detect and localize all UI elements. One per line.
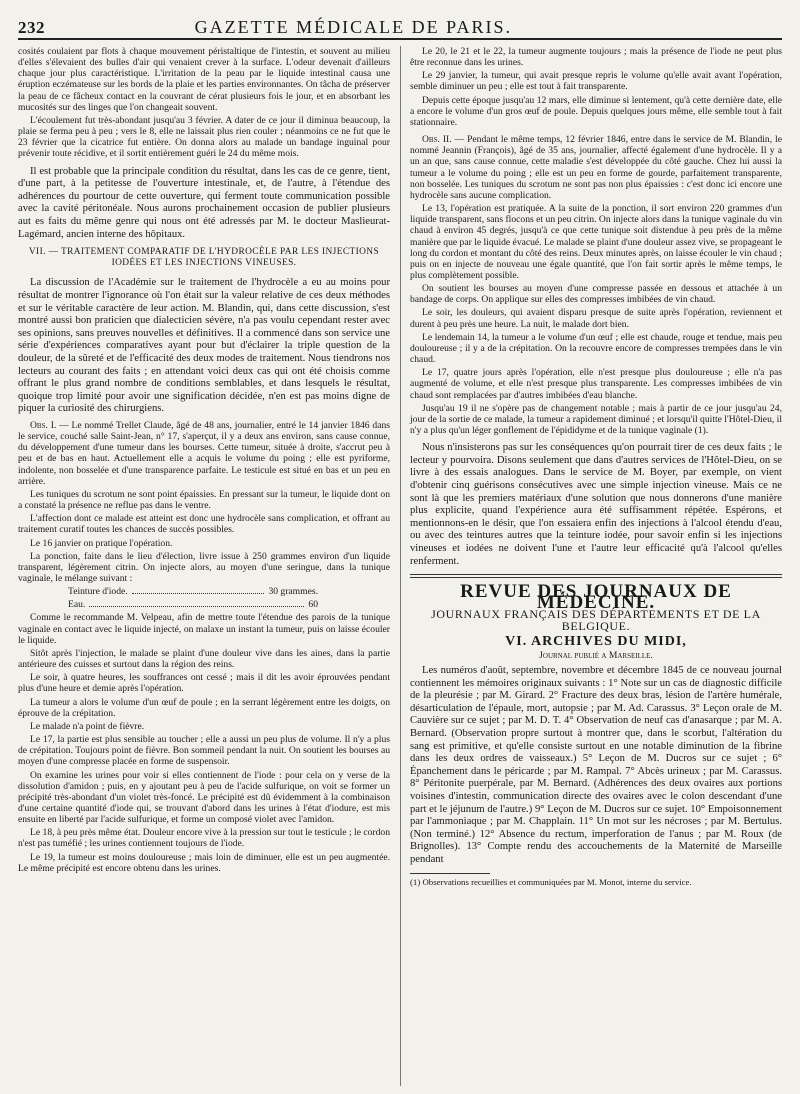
paragraph: Les tuniques du scrotum ne sont point épaissies. En pressant sur la tumeur, le liquide dont on a constaté la présence ne reflue pas dans le ventre. xyxy=(18,488,390,512)
observation-1 xyxy=(18,420,390,487)
section-divider xyxy=(410,574,782,578)
publication-title: GAZETTE MÉDICALE DE PARIS. xyxy=(194,17,512,37)
paragraph: Le 19, la tumeur est moins douloureuse ; mais loin de diminuer, elle est un peu augmentée. Le même précipité est encore obtenu dans les urines. xyxy=(18,851,390,874)
paragraph: La ponction, faite dans le lieu d'élection, livre issue à 250 grammes environ d'un liquide transparent, légèrement citrin. On injecte alors, au moyen d'une seringue, dans la tunique vaginale, le mélange suivant : xyxy=(18,550,390,584)
paragraph: On examine les urines pour voir si elles contiennent de l'iode : pour cela on y verse de la dissolution d'amidon ; puis, en y ajoutant peu à peu de l'acide sulfurique, on voit se former un précipité très-abondant d'un violet très-foncé. Le précipité est dû évidemment à la combinaison d'une certaine quantité d'iode qui, se trouvant d'abord dans les urines à l'état d'iodure, est mis ensuite en liberté par l'acide sulfurique, et forme un composé violet avec l'amidon. xyxy=(18,769,390,826)
paragraph: Jusqu'au 19 il ne s'opère pas de changement notable ; mais à partir de ce jour jusqu'au 24, jour de la sortie de ce malade, la tumeur a rapidement diminué ; et lorsqu'il quitte l'Hôtel-Dieu, il n'y a plus qu'un léger gonflement de l'épididyme et de la tunique vaginale (1). xyxy=(410,402,782,436)
archives-title: VI. ARCHIVES DU MIDI, xyxy=(505,633,687,649)
paragraph: L'affection dont ce malade est atteint est donc une hydrocèle sans complication, et offrant au traitement curatif toutes les chances de succès possibles. xyxy=(18,513,390,536)
paragraph: cosités coulaient par flots à chaque mouvement péristaltique de l'intestin, et souvent au milieu d'elles s'élevaient des bulles d'air qui venaient crever à la surface. L'odeur devenait d'ailleurs chaque jour plus caractéristique. L'irritation de la peau par le liquide intestinal causa une éruption eczémateuse sur les bords de la plaie et les parties environnantes. On tâcha de préserver la peau de ce fâcheux contact en la couvrant de cérat plusieurs fois le jour, et en absorbant les mucosités sur des linges que l'on changeait souvent. xyxy=(18,46,390,113)
recipe-row xyxy=(68,599,318,610)
page-header xyxy=(18,12,782,40)
footnote-rule xyxy=(410,873,490,874)
paragraph: Sitôt après l'injection, le malade se plaint d'une douleur vive dans les aines, dans la partie antérieure des cuisses et surtout dans la région des reins. xyxy=(18,647,390,671)
page-number: 232 xyxy=(18,18,45,37)
leader-dots xyxy=(89,599,304,607)
recipe-row xyxy=(68,586,318,597)
paragraph: Le 29 janvier, la tumeur, qui avait presque repris le volume qu'elle avait avant l'opération, semble diminuer un peu ; elle est tout à fait transparente. xyxy=(410,70,782,93)
paragraph: Le lendemain 14, la tumeur a le volume d'un œuf ; elle est chaude, rouge et tendue, mais peu douloureuse ; il y a de la crépitation. On la recouvre encore de compresses trempées dans le vin chaud. xyxy=(410,331,782,366)
paragraph: La tumeur a alors le volume d'un œuf de poule ; en la serrant légèrement entre les doigts, on éprouve de la crépitation. xyxy=(18,696,390,719)
right-column xyxy=(400,46,782,1086)
observation-text: — Pendant le même temps, 12 février 1846, entre dans le service de M. Blandin, le nommé Jeannin (François), âgé de 35 ans, journalier, affecté également d'une hydrocèle. Il y a un an que, sans cause connue, cette maladie s'est développée du côté gauche. Chez lui aussi la tumeur a le volume du poing ; elle est un peu en forme de gourde, parfaitement transparente, non bosselée. Les tuniques du scrotum ne sont pas non plus épaissies : c'est donc ici encore une hydrocèle sans aucune complication. xyxy=(410,134,782,201)
paragraph: Le 16 janvier on pratique l'opération. xyxy=(30,537,173,549)
left-column xyxy=(18,46,390,1086)
paragraph: Comme le recommande M. Velpeau, afin de mettre toute l'étendue des parois de la tunique vaginale en contact avec le liquide injecté, on malaxe un instant la tumeur, puis on laisse écouler le liquide. xyxy=(18,612,390,646)
paragraph: Le soir, les douleurs, qui avaient disparu presque de suite après l'opération, reviennent et durent à peu près une heure. La nuit, le malade dort bien. xyxy=(410,307,782,330)
recipe-qty: 30 grammes. xyxy=(268,586,318,598)
observation-text: — Le nommé Trellet Claude, âgé de 48 ans, journalier, entré le 14 janvier 1846 dans le service, couché salle Saint-Jean, n° 17, s'aperçut, il y a deux ans environ, sans cause connue, du développement d'une tumeur dans les bourses. Cette tumeur, située à droite, s'accrut peu à peu et de bas en haut. Actuellement elle a acquis le volume du poing ; elle est pyriforme, indolente, non bosselée et d'une transparence parfaite. Le testicule est situé en bas et un peu en arrière. xyxy=(18,419,390,487)
paragraph: Le 20, le 21 et le 22, la tumeur augmente toujours ; mais la présence de l'iode ne peut plus être reconnue dans les urines. xyxy=(410,46,782,69)
paragraph: Les numéros d'août, septembre, novembre et décembre 1845 de ce nouveau journal contiennent les mémoires originaux suivants : 1° Note sur un cas de diagnostic difficile de la pleurésie ; par M. Girard. 2° Fracture des deux bras, lésion de l'artère humérale, désarticulation de l'épaule, mort, autopsie ; par M. Ad. Carassus. 3° Leçon orale de M. Cauvière sur ce sujet ; par M. D. T. 4° Observation de neuf cas d'anasarque ; par M. A. Bernard. (Observation propre surtout à montrer que, dans le scorbut, l'altération du sang est primitive, et qu'elle consiste surtout en une notable diminution de la fibrine dans les deux ordres de vaisseaux.) 5° Leçon de M. Ducros sur ce sujet ; 6° Épanchement dans le péricarde ; par M. Rampal. 7° Abcès urineux ; par M. Carassus. 8° Péritonite puerpérale, par M. Bernard. (Adhérences des deux ovaires aux portions voisines d'intestin, communication directe des ovaires avec le colon descendant d'une part et le jéjunum de l'autre.) 9° Leçon de M. Ducros sur ce sujet. 10° Empoisonnement par l'ammoniaque ; par M. Chapplain. 11° Un mot sur les nécroses ; par M. Bertulus. (Non terminé.) 12° Absence du rectum, imperforation de l'anus ; par M. Roux (de Brignolles). 13° Compte rendu des accouchements de la Maternité de Marseille pendant xyxy=(410,665,782,865)
paragraph: Il est probable que la principale condition du résultat, dans les cas de ce genre, tient, d'une part, à la petitesse de l'ouverture intestinale, et, de l'autre, à l'étendue des adhérences du pourtour de cette ouverture, qui ferment toute communication possible avec la cavité péritonéale. Nous aurons prochainement occasion de publier plusieurs aut es faits du même genre qui nous ont été adressés par M. le docteur Maslieurat-Lagémard, ancien interne des hôpitaux. xyxy=(18,165,390,240)
observation-label: Obs. I. xyxy=(30,419,57,431)
columns xyxy=(18,46,782,1086)
recipe-item: Eau. xyxy=(68,599,86,611)
revue-title: REVUE DES JOURNAUX DE MÉDECINE. xyxy=(460,581,732,614)
observation-2 xyxy=(410,134,782,201)
paragraph: Nous n'insisterons pas sur les conséquences qu'on pourrait tirer de ces deux faits ; le lecteur y pourvoira. Disons seulement que dans d'autres services de l'Hôtel-Dieu, on se livre à des essais analogues. Dans le service de M. Boyer, par exemple, on vient d'obtenir cinq guérisons consécutives avec une simple injection vineuse. Mais ce ne sont là que les premiers matériaux d'une solution que nous donnerons d'une manière plus explicite, quand l'expérience aura été suffisamment répétée. Espérons, et mentionnons-en le désir, que l'on essaiera enfin des injections à l'alcool étendu d'eau, ou avec des teintures autres que la teinture iodée, pour savoir enfin si les injections vineuses et iodées ne doivent l'une et l'autre leur efficacité qu'à l'alcool qu'elles renferment. xyxy=(410,442,782,567)
footnote: (1) Observations recueillies et communiquées par M. Monot, interne du service. xyxy=(410,876,692,887)
paragraph: Le soir, à quatre heures, les souffrances ont cessé ; mais il dit les avoir éprouvées pendant plus d'une heure et demie après l'opération. xyxy=(18,672,390,695)
archives-subtitle: Journal publié a Marseille. xyxy=(539,649,653,661)
paragraph: Le 17, la partie est plus sensible au toucher ; elle a aussi un peu plus de volume. Il n'y a plus de crépitation. Toujours point de fièvre. Bon sommeil pendant la nuit. On soutient les bourses au moyen d'une compresse placée en forme de suspensoir. xyxy=(18,734,390,768)
revue-subtitle: JOURNAUX FRANÇAIS DES DÉPARTEMENTS ET DE LA BELGIQUE. xyxy=(431,607,761,633)
recipe-qty: 60 xyxy=(308,599,318,611)
paragraph: Le 17, quatre jours après l'opération, elle n'est presque plus douloureuse ; elle n'a pas augmenté de volume, et elle n'est presque plus transparente. Les compresses imbibées de vin chaud sont remplacées par d'autres imbibées d'eau blanche. xyxy=(410,367,782,401)
paragraph: Le 13, l'opération est pratiquée. A la suite de la ponction, il sort environ 220 grammes d'un liquide transparent, sans flocons et un peu citrin. On injecte alors dans la tunique vaginale du vin chaud à environ 45 degrés, jusqu'à ce que cette tunique soit distendue à peu près de la même manière que par le liquide évacué. Le malade se plaint d'une douleur assez vive, se propageant le long du cordon et montant du côté des reins. Deux minutes après, on laisse écouler le vin chaud ; puis on en injecte de nouveau une égale quantité, que l'on fait sortir après le même temps, le plus complètement possible. xyxy=(410,203,782,281)
paragraph: L'écoulement fut très-abondant jusqu'au 3 février. A dater de ce jour il diminua beaucoup, la plaie se ferma peu à peu ; vers le 8, elle ne laissait plus rien couler ; néanmoins ce ne fut que le 23 février que la cicatrice fut entière. On donna alors au malade un bandage inguinal pour prévenir toute récidive, et il sortit entièrement guéri le 24 du même mois. xyxy=(18,114,390,160)
recipe-item: Teinture d'iode. xyxy=(68,586,128,598)
recipe-list xyxy=(18,586,390,610)
section-heading: VII. — TRAITEMENT COMPARATIF DE L'HYDROCÈLE PAR LES INJECTIONS IODÉES ET LES INJECTIONS VINEUSES. xyxy=(28,247,380,269)
paragraph: Le 18, à peu près même état. Douleur encore vive à la pression sur tout le testicule ; le cordon n'est pas tuméfié ; les urines contiennent toujours de l'iode. xyxy=(18,827,390,850)
paragraph: On soutient les bourses au moyen d'une compresse passée en dessous et attachée à un bandage de corps. On applique sur elles des compresses imbibées de vin chaud. xyxy=(410,283,782,306)
leader-dots xyxy=(132,586,265,594)
paragraph: Le malade n'a point de fièvre. xyxy=(30,720,145,732)
observation-label: Obs. II. xyxy=(422,134,452,146)
paragraph: La discussion de l'Académie sur le traitement de l'hydrocèle a eu au moins pour résultat de montrer l'ignorance où l'on était sur la valeur relative de ces deux méthodes et sur le véritable caractère de leur action. M. Blandin, qui, dans cette discussion, s'est montré aussi bon praticien que dialecticien sévère, n'a pas voulu cependant rester avec ses opinions, sans preuves nouvelles et définitives. Il a commencé dans son service une série d'expériences comparatives ayant pour but d'éclairer la triple question de la douleur, de la sûreté et de l'efficacité des deux modes de traitement. Nous tiendrons nos lecteurs au courant des faits ; en attendant voici deux cas qui ont été choisis comme offrant le plus grand nombre de conditions semblables, et dans lesquels le résultat, quoique trop limité pour avoir une signification décidée, n'en est pas moins digne de piquer la curiosité des chirurgiens. xyxy=(18,277,390,415)
paragraph: Depuis cette époque jusqu'au 12 mars, elle diminue si lentement, qu'à cette dernière date, elle a encore le volume d'un gros œuf de poule. Depuis quelques jours même, elle semble tout à fait stationnaire. xyxy=(410,94,782,128)
